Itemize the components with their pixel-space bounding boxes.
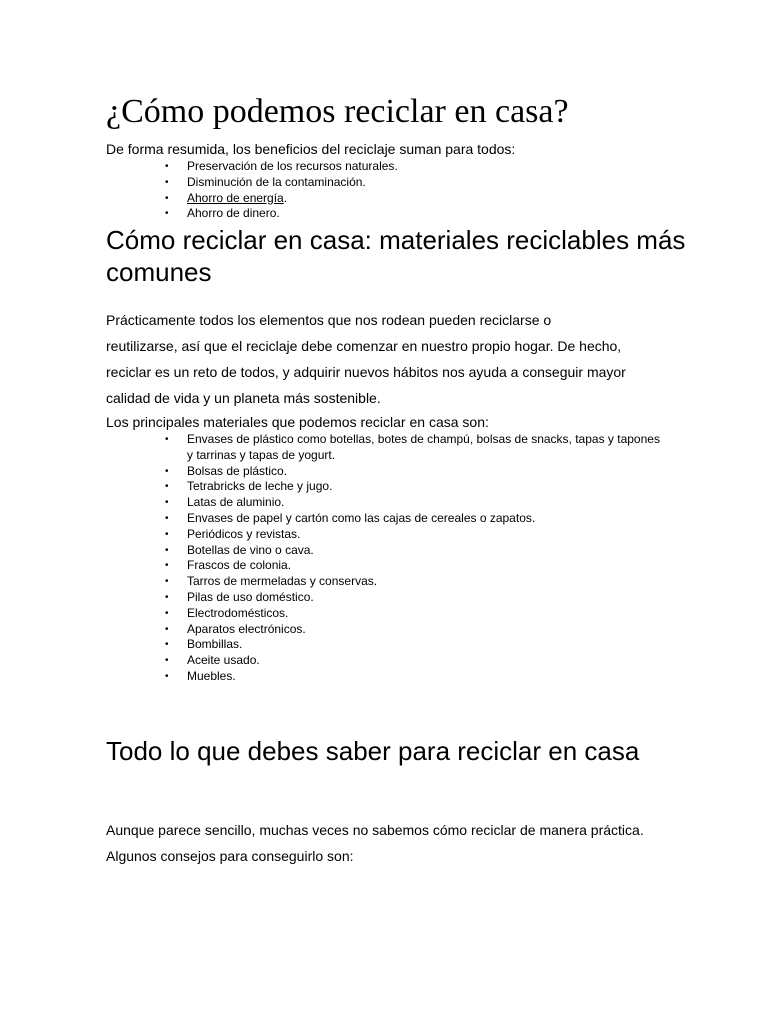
list-item [187,495,667,511]
list-item [187,653,667,669]
list-item [187,574,667,590]
materials-list [187,432,667,685]
page-title: ¿Cómo podemos reciclar en casa? [106,93,569,130]
benefits-list [187,159,667,222]
list-item [187,479,667,495]
list-item [187,669,667,685]
list-item [187,432,667,464]
list-item [187,159,667,175]
list-item-text: Frascos de colonia. [187,558,292,573]
list-item [187,606,667,622]
list-item-text: Disminución de la contaminación. [187,174,366,189]
list-item-text: Preservación de los recursos naturales. [187,159,398,173]
list-item [187,543,667,559]
list-item [187,527,667,543]
list-item-text: Pilas de uso doméstico. [187,589,314,604]
section-heading-todo: Todo lo que debes saber para reciclar en casa [106,736,640,766]
list-item-text: Latas de aluminio. [187,495,285,510]
list-item-text: Ahorro de dinero. [187,206,280,221]
todo-paragraph: Aunque parece sencillo, muchas veces no sabemos cómo reciclar de manera práctica. Algunos consejos para conseguirlo son: [106,822,644,864]
list-item-text: Electrodomésticos. [187,605,289,620]
list-item [187,191,667,207]
list-item [187,558,667,574]
energy-saving-link[interactable]: Ahorro de energía [187,190,284,205]
section-heading-materials: Cómo reciclar en casa: materiales reciclables más comunes [106,225,686,287]
materials-paragraph: Prácticamente todos los elementos que nos rodean pueden reciclarse o reutilizarse, así que el reciclaje debe comenzar en nuestro propio hogar. De hecho, reciclar es un reto de todos, y adquirir nuevos hábitos nos ayuda a conseguir mayor calidad de vida y un planeta más sostenible. [106,312,626,406]
list-item-text: Aceite usado. [187,653,260,668]
list-item-text: Periódicos y revistas. [187,526,301,541]
intro-text: De forma resumida, los beneficios del reciclaje suman para todos: [106,141,516,157]
list-item-text: Muebles. [187,668,236,683]
list-item-text: Envases de plástico como botellas, botes de champú, bolsas de snacks, tapas y tapones y tarrinas y tapas de yogurt. [187,432,660,462]
list-item [187,175,667,191]
list-item [187,206,667,222]
list-item-text: Envases de papel y cartón como las cajas de cereales o zapatos. [187,510,536,525]
list-item-text: Botellas de vino o cava. [187,542,314,557]
list-item [187,590,667,606]
list-item [187,511,667,527]
list-item [187,464,667,480]
list-item [187,622,667,638]
list-item-text: Bombillas. [187,637,243,652]
list-item-text: Aparatos electrónicos. [187,621,306,636]
list-item-text: Bolsas de plástico. [187,463,288,478]
list-item-suffix: . [283,190,288,205]
list-item-text: Tarros de mermeladas y conservas. [187,574,378,589]
list-item-text: Tetrabricks de leche y jugo. [187,479,333,494]
list-item [187,637,667,653]
materials-lead-text: Los principales materiales que podemos reciclar en casa son: [106,414,489,430]
